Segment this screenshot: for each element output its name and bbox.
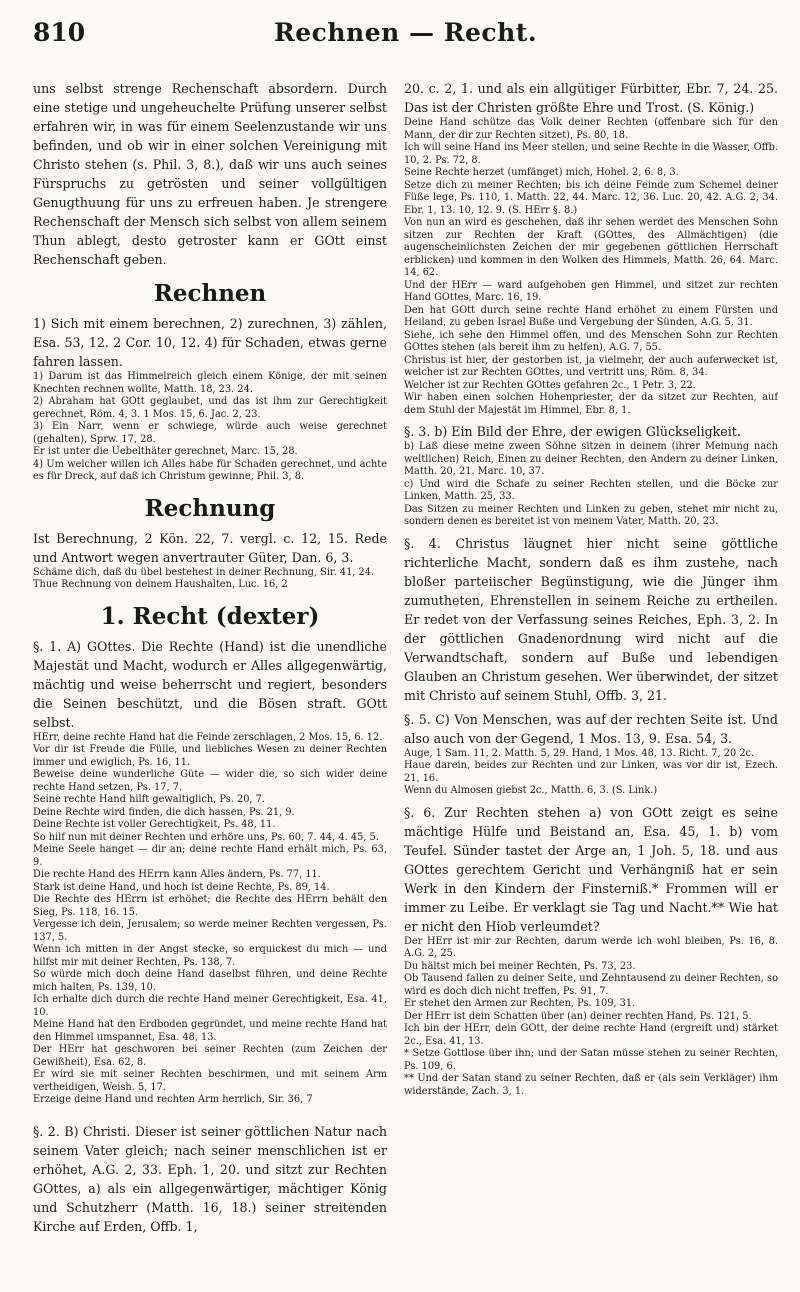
scripture-citation: Deine Hand schütze das Volk deiner Rechten (offenbare sich für den Mann, der dir zur Rechten sitzet), Ps. 80, 18. bbox=[404, 117, 778, 141]
spacer bbox=[33, 1107, 387, 1117]
body-paragraph: §. 4. Christus läugnet hier nicht seine göttliche richterliche Macht, sondern daß es ihm zustehe, nach bloßer parteiischer Begünstigung, wie die Jünger ihm zumutheten, Ehrenstellen in seinem Reiche zu ertheilen. Er redet von der Verfassung seines Reiches, Eph. 3, 2. In der göttlichen Gnadenordnung wird nicht auf die Verwandtschaft, sondern auf Buße und lebendigen Glauben an Christum gesehen. Wer überwindet, der sitzet mit Christo auf seinem Stuhl, Offb. 3, 21. bbox=[404, 535, 778, 703]
scripture-citation: Siehe, ich sehe den Himmel offen, und des Menschen Sohn zur Rechten GOttes stehen (als bereit ihm zu helfen), A.G. 7, 55. bbox=[404, 329, 778, 353]
page-number: 810 bbox=[33, 18, 86, 47]
scripture-citation: Seine Rechte herzet (umfänget) mich, Hohel. 2, 6. 8, 3. bbox=[404, 167, 679, 178]
left-column bbox=[33, 74, 387, 1282]
scripture-citation: Ich will seine Hand ins Meer stellen, und seine Rechte in die Wasser, Offb. 10, 2. Ps. 72, 8. bbox=[404, 142, 778, 166]
scripture-citation: Ob Tausend fallen zu deiner Seite, und Zehntausend zu deiner Rechten, so wird es doch dich nicht treffen, Ps. 91, 7. bbox=[404, 973, 778, 997]
scripture-citation: ** Und der Satan stand zu seiner Rechten, daß er (als sein Verkläger) ihm widerstände, Zach. 3, 1. bbox=[404, 1073, 778, 1097]
scripture-citation: Du hältst mich bei meiner Rechten, Ps. 73, 23. bbox=[404, 960, 636, 972]
scripture-citation: So würde mich doch deine Hand daselbst führen, und deine Rechte mich halten, Ps. 139, 10. bbox=[33, 969, 387, 993]
section-heading: Rechnung bbox=[144, 494, 276, 522]
body-paragraph: §. 2. B) Christi. Dieser ist seiner göttlichen Natur nach seinem Vater gleich; nach seiner menschlichen ist er erhöhet, A.G. 2, 33. Eph. 1, 20. und sitzt zur Rechten GOttes, a) als ein allgegenwärtiger, mächtiger König und Schutzherr (Matth. 16, 18.) seiner streitenden Kirche auf Erden, Offb. 1, bbox=[33, 1123, 387, 1234]
scripture-citation: Die rechte Hand des HErrn kann Alles ändern, Ps. 77, 11. bbox=[33, 869, 321, 880]
scripture-citation: Wir haben einen solchen Hohenpriester, der da sitzet zur Rechten, auf dem Stuhl der Majestät im Himmel, Ebr. 8, 1. bbox=[404, 392, 778, 416]
body-paragraph: 1) Sich mit einem berechnen, 2) zurechnen, 3) zählen, Esa. 53, 12. 2 Cor. 10, 12. 4) für Schaden, etwas gerne fahren lassen. bbox=[33, 316, 387, 369]
scripture-citation: Die Rechte des HErrn ist erhöhet; die Rechte des HErrn behält den Sieg, Ps. 118, 16. 15. bbox=[33, 894, 387, 918]
scripture-citation: Deine Rechte ist voller Gerechtigkeit, Ps. 48, 11. bbox=[33, 819, 276, 830]
scripture-citation: b) Laß diese meine zween Söhne sitzen in deinem (ihrer Meinung nach weltlichen) Reich, Einen zu deiner Rechten, den Andern zu deiner Linken, Matth. 20, 21. Marc. 10, 37. bbox=[404, 441, 778, 477]
scripture-citation: c) Und wird die Schafe zu seiner Rechten stellen, und die Böcke zur Linken, Matth. 25, 33. bbox=[404, 478, 778, 502]
scripture-citation: Das Sitzen zu meiner Rechten und Linken zu geben, stehet mir nicht zu, sondern denen es bereitet ist von meinem Vater, Matth. 20, 23. bbox=[404, 503, 778, 527]
body-paragraph: §. 6. Zur Rechten stehen a) von GOtt zeigt es seine mächtige Hülfe und Beistand an, Esa. 45, 1. b) vom Teufel. Sünder tastet der Arge an, 1 Joh. 5, 18. und aus GOttes gerechtem Gericht und Verhängniß hat er sein Werk in den Kindern der Finsterniß.* Frommen will er immer zu Leibe. Er verklagt sie Tag und Nacht.** Wie hat er nicht den Hiob verleumdet? bbox=[404, 804, 778, 934]
scripture-citation: 2) Abraham hat GOtt geglaubet, und das ist ihm zur Gerechtigkeit gerechnet, Röm. 4, 3. 1 Mos. 15, 6. Jac. 2, 23. bbox=[33, 396, 387, 420]
body-paragraph: §. 5. C) Von Menschen, was auf der rechten Seite ist. Und also auch von der Gegend, 1 Mos. 13, 9. Esa. 54, 3. bbox=[404, 711, 778, 746]
page-header bbox=[33, 18, 778, 56]
scripture-citation: Stark ist deine Hand, und hoch ist deine Rechte, Ps. 89, 14. bbox=[33, 881, 330, 893]
scripture-citation: Ich erhalte dich durch die rechte Hand meiner Gerechtigkeit, Esa. 41, 10. bbox=[33, 994, 387, 1018]
scripture-citation: Welcher ist zur Rechten GOttes gefahren 2c., 1 Petr. 3, 22. bbox=[404, 379, 696, 391]
scripture-citation: Seine rechte Hand hilft gewaltiglich, Ps. 20, 7. bbox=[33, 794, 266, 805]
scripture-citation: Erzeige deine Hand und rechten Arm herrlich, Sir. 36, 7 bbox=[33, 1094, 313, 1105]
scripture-citation: Wenn ich mitten in der Angst stecke, so erquickest du mich — und hilfst mir mit deiner Rechten, Ps. 138, 7. bbox=[33, 944, 387, 968]
scripture-citation: Meine Hand hat den Erdboden gegründet, und meine rechte Hand hat den Himmel umspannet, Esa. 48, 13. bbox=[33, 1019, 387, 1043]
scripture-citation: * Setze Gottlose über ihn; und der Satan müsse stehen zu seiner Rechten, Ps. 109, 6. bbox=[404, 1048, 778, 1072]
scripture-citation: Beweise deine wunderliche Güte — wider die, so sich wider deine rechte Hand setzen, Ps. 17, 7. bbox=[33, 769, 387, 793]
scripture-citation: 4) Um welcher willen ich Alles habe für Schaden gerechnet, und achte es für Dreck, auf daß ich Christum gewinne, Phil. 3, 8. bbox=[33, 458, 387, 482]
scripture-citation: Und der HErr — ward aufgehoben gen Himmel, und sitzet zur rechten Hand GOttes, Marc. 16, 19. bbox=[404, 279, 778, 303]
scripture-citation: 1) Darum ist das Himmelreich gleich einem Könige, der mit seinen Knechten rechnen wollte, Matth. 18, 23. 24. bbox=[33, 371, 387, 395]
scripture-citation: Er wird sie mit seiner Rechten beschirmen, und mit seinem Arm vertheidigen, Weish. 5, 17. bbox=[33, 1069, 387, 1093]
section-heading: Rechnen bbox=[153, 280, 267, 307]
scripture-citation: Wenn du Almosen giebst 2c., Matth. 6, 3. (S. Link.) bbox=[404, 785, 658, 796]
scripture-citation: HErr, deine rechte Hand hat die Feinde zerschlagen, 2 Mos. 15, 6. 12. bbox=[33, 731, 383, 743]
right-column bbox=[404, 74, 778, 1282]
scripture-citation: Der HErr ist mir zur Rechten, darum werde ich wohl bleiben, Ps. 16, 8. A.G. 2, 25. bbox=[404, 935, 778, 959]
scripture-citation: Den hat GOtt durch seine rechte Hand erhöhet zu einem Fürsten und Heiland, zu geben Israel Buße und Vergebung der Sünden, A.G. 5, 31. bbox=[404, 304, 778, 328]
scripture-citation: Er ist unter die Uebelthäter gerechnet, Marc. 15, 28. bbox=[33, 446, 298, 457]
scripture-citation: Der HErr hat geschworen bei seiner Rechten (zum Zeichen der Gewißheit), Esa. 62, 8. bbox=[33, 1044, 387, 1068]
body-paragraph: Ist Berechnung, 2 Kön. 22, 7. vergl. c. 12, 15. Rede und Antwort wegen anvertrauter Güter, Dan. 6, 3. bbox=[33, 530, 387, 565]
scripture-citation: Ich bin der HErr, dein GOtt, der deine rechte Hand (ergreift und) stärket 2c., Esa. 41, 13. bbox=[404, 1023, 778, 1047]
section-heading: 1. Recht (dexter) bbox=[100, 602, 320, 630]
scripture-citation: Schäme dich, daß du übel bestehest in deiner Rechnung, Sir. 41, 24. bbox=[33, 566, 375, 578]
scripture-citation: Vor dir ist Freude die Fülle, und liebliches Wesen zu deiner Rechten immer und ewiglich, Ps. 16, 11. bbox=[33, 744, 387, 768]
scripture-citation: Deine Rechte wird finden, die dich hassen, Ps. 21, 9. bbox=[33, 806, 295, 818]
body-paragraph: 20. c. 2, 1. und als ein allgütiger Fürbitter, Ebr. 7, 24. 25. Das ist der Christen größte Ehre und Trost. (S. König.) bbox=[404, 81, 778, 115]
body-paragraph: §. 1. A) GOttes. Die Rechte (Hand) ist die unendliche Majestät und Macht, wodurch er Alles allgegenwärtig, mächtig und weise beherrscht und regiert, besonders die Seinen beschützt, und die Bösen straft. GOtt selbst. bbox=[33, 638, 387, 730]
scripture-citation: Setze dich zu meiner Rechten; bis ich deine Feinde zum Schemel deiner Füße lege, Ps. 110, 1. Matth. 22, 44. Marc. 12, 36. Luc. 20, 42. A.G. 2, 34. Ebr. 1, 13. 10, 12. 9. (S. HErr §. 8.) bbox=[404, 179, 778, 216]
scripture-citation: Auge, 1 Sam. 11, 2. Matth. 5, 29. Hand, 1 Mos. 48, 13. Richt. 7, 20 2c. bbox=[404, 747, 755, 759]
scripture-citation: Thue Rechnung von deinem Haushalten, Luc. 16, 2 bbox=[33, 579, 288, 590]
scripture-citation: 3) Ein Narr, wenn er schwiege, würde auch weise gerechnet (gehalten), Sprw. 17, 28. bbox=[33, 421, 387, 445]
scripture-citation: Vergesse ich dein, Jerusalem; so werde meiner Rechten vergessen, Ps. 137, 5. bbox=[33, 919, 387, 943]
scripture-citation: Meine Seele hanget — dir an; deine rechte Hand erhält mich, Ps. 63, 9. bbox=[33, 844, 387, 868]
body-paragraph: §. 3. b) Ein Bild der Ehre, der ewigen Glückseligkeit. bbox=[404, 424, 741, 439]
body-paragraph: uns selbst strenge Rechenschaft absordern. Durch eine stetige und ungeheuchelte Prüfung unserer selbst erfahren wir, in was für einem Seelenzustande wir uns befinden, und ob wir in einer solchen Vereinigung mit Christo stehen (s. Phil. 3, 8.), daß wir uns auch seines Fürspruchs zu getrösten und seiner vollgültigen Genugthuung für uns zu erfreuen haben. Je strengere Rechenschaft der Mensch sich selbst von allem seinem Thun ablegt, desto getroster kann er GOtt einst Rechenschaft geben. bbox=[33, 81, 387, 267]
scripture-citation: Der HErr ist dein Schatten über (an) deiner rechten Hand, Ps. 121, 5. bbox=[404, 1010, 752, 1022]
scripture-citation: So hilf nun mit deiner Rechten und erhöre uns, Ps. 60, 7. 44, 4. 45, 5. bbox=[33, 831, 379, 843]
running-title: Rechnen — Recht. bbox=[273, 18, 538, 47]
scripture-citation: Christus ist hier, der gestorben ist, ja vielmehr, der auch auferwecket ist, welcher ist zur Rechten GOttes, und vertritt uns, Röm. 8, 34. bbox=[404, 354, 778, 378]
scripture-citation: Er stehet den Armen zur Rechten, Ps. 109, 31. bbox=[404, 998, 636, 1009]
scripture-citation: Von nun an wird es geschehen, daß ihr sehen werdet des Menschen Sohn sitzen zur Rechten der Kraft (GOttes, des Allmächtigen) (die augenscheinlichsten Zeichen der mir gegebenen göttlichen Herrschaft erblicken) und kommen in den Wolken des Himmels, Matth. 26, 64. Marc. 14, 62. bbox=[404, 217, 778, 278]
scripture-citation: Haue darein, beides zur Rechten und zur Linken, was vor dir ist, Ezech. 21, 16. bbox=[404, 760, 778, 784]
